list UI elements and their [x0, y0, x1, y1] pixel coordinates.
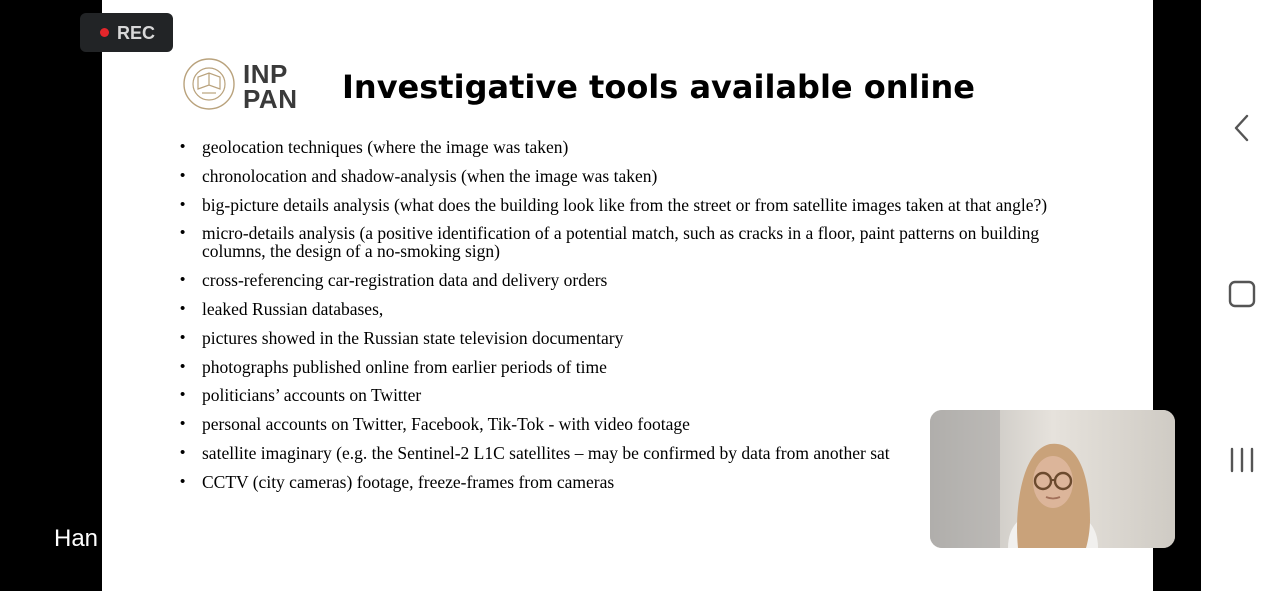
- recording-indicator: [80, 13, 173, 52]
- logo-text-pan: PAN: [243, 84, 298, 114]
- speaker-name-label: Han: [54, 525, 99, 552]
- bullet-item: • micro-details analysis (a positive identification of a potential match, such as cracks in a floor, paint patterns on building columns, the design of a no-smoking sign): [180, 224, 1052, 260]
- system-navigation-bar: [1201, 0, 1280, 591]
- back-icon[interactable]: [1225, 108, 1259, 148]
- bullet-item: • pictures showed in the Russian state television documentary: [180, 329, 1080, 347]
- bullet-item: • satellite imaginary (e.g. the Sentinel-2 L1C satellites – may be confirmed by data from another sat: [180, 444, 1080, 462]
- logo-text: [243, 59, 298, 114]
- home-icon[interactable]: [1225, 274, 1259, 314]
- bullet-item: • cross-referencing car-registration data and delivery orders: [180, 271, 1080, 289]
- bullet-item: • politicians’ accounts on Twitter: [180, 386, 1080, 404]
- bullet-item: • photographs published online from earlier periods of time: [180, 358, 1080, 376]
- participant-video-thumbnail[interactable]: [930, 410, 1175, 548]
- institute-seal-icon: [182, 57, 236, 111]
- bullet-item: • geolocation techniques (where the image was taken): [180, 138, 1080, 156]
- bullet-item: • personal accounts on Twitter, Facebook, Tik-Tok - with video footage: [180, 415, 1080, 433]
- inp-pan-logo: [182, 57, 302, 117]
- bullet-item: • big-picture details analysis (what does the building look like from the street or from satellite images taken at that angle?): [180, 196, 1052, 214]
- participant-video-frame: [930, 410, 1175, 548]
- record-dot-icon: [100, 28, 109, 37]
- bullet-item: • CCTV (city cameras) footage, freeze-frames from cameras: [180, 473, 1080, 491]
- recent-apps-icon[interactable]: [1225, 440, 1259, 480]
- bullet-item: • chronolocation and shadow-analysis (when the image was taken): [180, 167, 1080, 185]
- slide-title: Investigative tools available online: [342, 68, 975, 106]
- logo-text-inp: INP: [243, 59, 288, 89]
- recording-label: REC: [117, 23, 156, 43]
- bullet-item: • leaked Russian databases,: [180, 300, 1080, 318]
